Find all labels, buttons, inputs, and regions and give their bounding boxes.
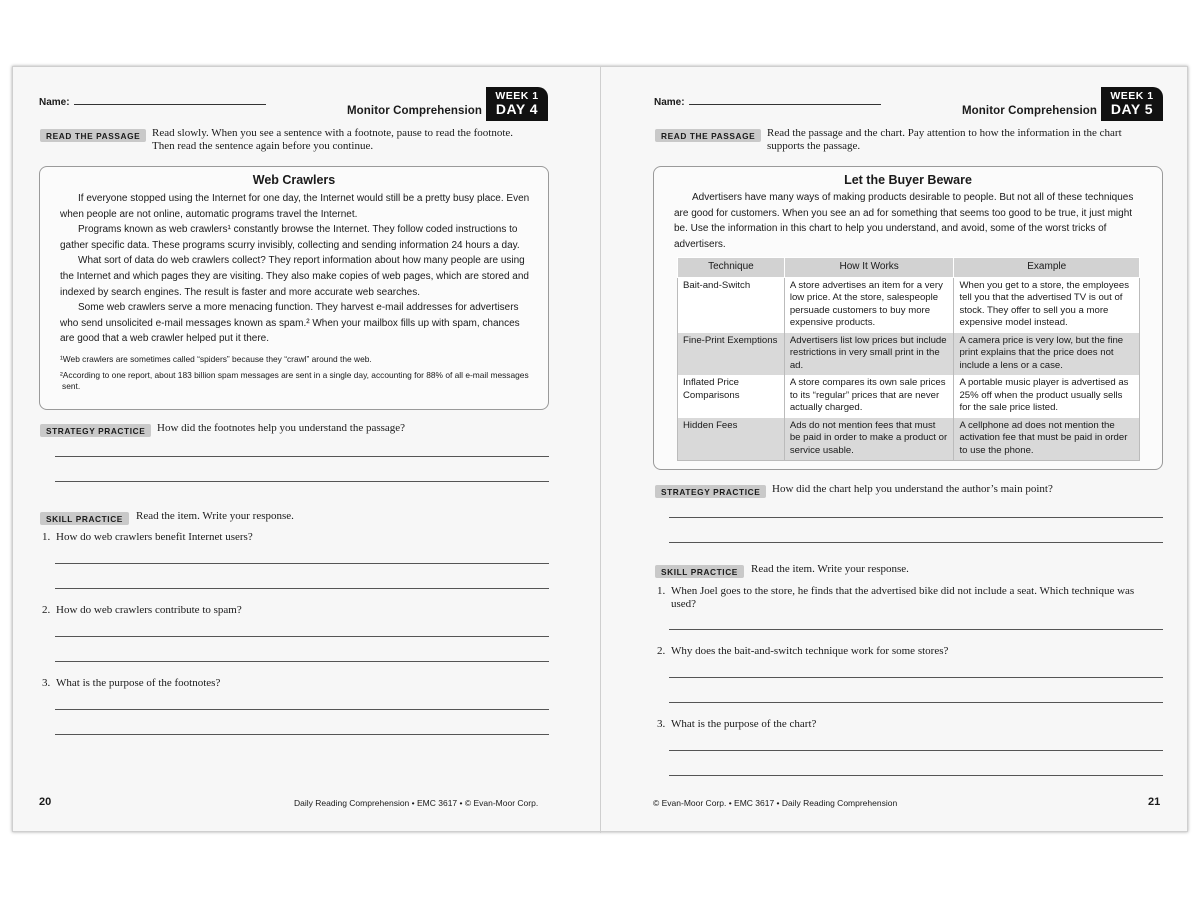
question-text: Why does the bait-and-switch technique work for some stores? [671,645,949,657]
answer-line[interactable] [55,588,549,589]
passage-intro: Advertisers have many ways of making products desirable to people. But not all of these techniques are good for customers. When you see an ad for something that seems too good to be true, it just might be. Use the information in this chart to help you understand, and avoid, some of the worst tricks of advertisers. [674,192,1134,250]
answer-line[interactable] [55,456,549,457]
name-line[interactable] [689,96,881,105]
table-row [678,333,1140,376]
passage-box [39,166,549,410]
answer-line[interactable] [55,563,549,564]
table-cell: Advertisers list low prices but include restrictions in very small print in the ad. [784,333,954,376]
techniques-table [677,257,1140,461]
table-cell: Inflated Price Comparisons [678,375,785,418]
left-page [13,67,601,833]
header-title: Monitor Comprehension [347,105,482,117]
question-number: 2. [657,645,666,657]
passage-paragraph: Some web crawlers serve a more menacing function. They harvest e-mail addresses for advertisers who send unsolicited e-mail messages known as spam.² When your mailbox fills up with spam, chances are good that a web crawler helped put it there. [60,302,520,345]
passage-title: Web Crawlers [252,173,336,187]
strategy-question: How did the chart help you understand the author’s main point? [772,483,1053,495]
answer-line[interactable] [55,709,549,710]
table-cell: A portable music player is advertised as 25% off when the product usually sells for the sale price listed. [954,375,1140,418]
week-label: WEEK 1 [495,90,539,102]
strategy-question: How did the footnotes help you understand the passage? [157,422,406,434]
right-page [601,67,1189,833]
answer-line[interactable] [55,734,549,735]
passage-paragraph: Programs known as web crawlers¹ constantly browse the Internet. They follow coded instructions to gather specific data. These programs scurry invisibly, collecting and sending information 24 hours a day. [60,224,520,251]
page-footer: Daily Reading Comprehension • EMC 3617 • © Evan-Moor Corp. [294,798,539,808]
skill-instruction: Read the item. Write your response. [136,510,294,522]
week-day-badge [486,87,548,121]
day-label: DAY 5 [1110,101,1154,117]
answer-line[interactable] [669,629,1163,630]
read-instruction: Read the passage and the chart. Pay attention to how the information in the chart supports the passage. [767,127,1122,152]
answer-line[interactable] [669,542,1163,543]
skill-instruction: Read the item. Write your response. [751,563,909,575]
table-cell: Ads do not mention fees that must be paid in order to make a product or service usable. [784,418,954,461]
table-row [678,277,1140,333]
passage-title: Let the Buyer Beware [844,173,972,187]
answer-line[interactable] [55,661,549,662]
name-field [39,92,266,110]
question-text: How do web crawlers benefit Internet users? [56,531,253,543]
passage-paragraph: What sort of data do web crawlers collect? They report information about how many people are using the Internet and which pages they are visiting. They also make copies of web pages, which are stored and indexed by search engines. The result is faster and more accurate web searches. [60,255,529,298]
read-instruction: Read slowly. When you see a sentence with a footnote, pause to read the footnote. Then read the sentence again before you continue. [152,127,514,152]
table-row [678,418,1140,461]
question-text: When Joel goes to the store, he finds that the advertised bike did not include a seat. Which technique was used? [671,585,1135,610]
question-text: How do web crawlers contribute to spam? [56,604,242,616]
answer-line[interactable] [669,775,1163,776]
table-header: How It Works [784,258,954,278]
answer-line[interactable] [669,677,1163,678]
question-text: What is the purpose of the chart? [671,718,817,730]
read-passage-tag: READ THE PASSAGE [40,129,146,142]
table-cell: Hidden Fees [678,418,785,461]
passage-box [653,166,1163,470]
answer-line[interactable] [669,517,1163,518]
table-cell: A store advertises an item for a very low price. At the store, salespeople persuade customers to buy more expensive products. [784,277,954,333]
day-label: DAY 4 [495,101,539,117]
question-text: What is the purpose of the footnotes? [56,677,221,689]
name-label: Name: [39,97,70,108]
table-cell: When you get to a store, the employees tell you that the advertised TV is out of stock. They offer to sell you a more expensive model instead. [954,277,1140,333]
page-number: 21 [1148,796,1161,808]
table-header: Technique [678,258,785,278]
question-number: 1. [657,585,666,597]
footnote: ¹Web crawlers are sometimes called “spiders” because they “crawl” around the web. [60,353,372,364]
skill-practice-tag: SKILL PRACTICE [655,565,744,578]
table-cell: Fine-Print Exemptions [678,333,785,376]
answer-line[interactable] [669,702,1163,703]
skill-practice-tag: SKILL PRACTICE [40,512,129,525]
name-line[interactable] [74,96,266,105]
question-number: 2. [42,604,51,616]
name-field [654,92,881,110]
table-header: Example [954,258,1140,278]
question-number: 1. [42,531,51,543]
table-cell: A camera price is very low, but the fine print explains that the price does not include a lens or a case. [954,333,1140,376]
question-number: 3. [42,677,51,689]
table-header-row [678,258,1140,278]
header-title: Monitor Comprehension [962,105,1097,117]
week-day-badge [1101,87,1163,121]
workbook-spread [12,66,1188,832]
passage-paragraph: If everyone stopped using the Internet for one day, the Internet would still be a pretty busy place. Even when people are not online, automatic programs travel the Internet. [60,193,530,220]
table-cell: A cellphone ad does not mention the activation fee that must be paid in order to use the phone. [954,418,1140,461]
table-cell: Bait-and-Switch [678,277,785,333]
strategy-practice-tag: STRATEGY PRACTICE [40,424,151,437]
footnote: ²According to one report, about 183 billion spam messages are sent in a single day, accounting for 88% of all e-mail messages sent. [60,369,529,391]
question-number: 3. [657,718,666,730]
answer-line[interactable] [55,636,549,637]
read-passage-tag: READ THE PASSAGE [655,129,761,142]
table-cell: A store compares its own sale prices to its “regular” prices that are never actually charged. [784,375,954,418]
table-row [678,375,1140,418]
answer-line[interactable] [55,481,549,482]
week-label: WEEK 1 [1110,90,1154,102]
page-number: 20 [39,796,52,808]
answer-line[interactable] [669,750,1163,751]
strategy-practice-tag: STRATEGY PRACTICE [655,485,766,498]
name-label: Name: [654,97,685,108]
page-footer: © Evan-Moor Corp. • EMC 3617 • Daily Reading Comprehension [653,798,898,808]
